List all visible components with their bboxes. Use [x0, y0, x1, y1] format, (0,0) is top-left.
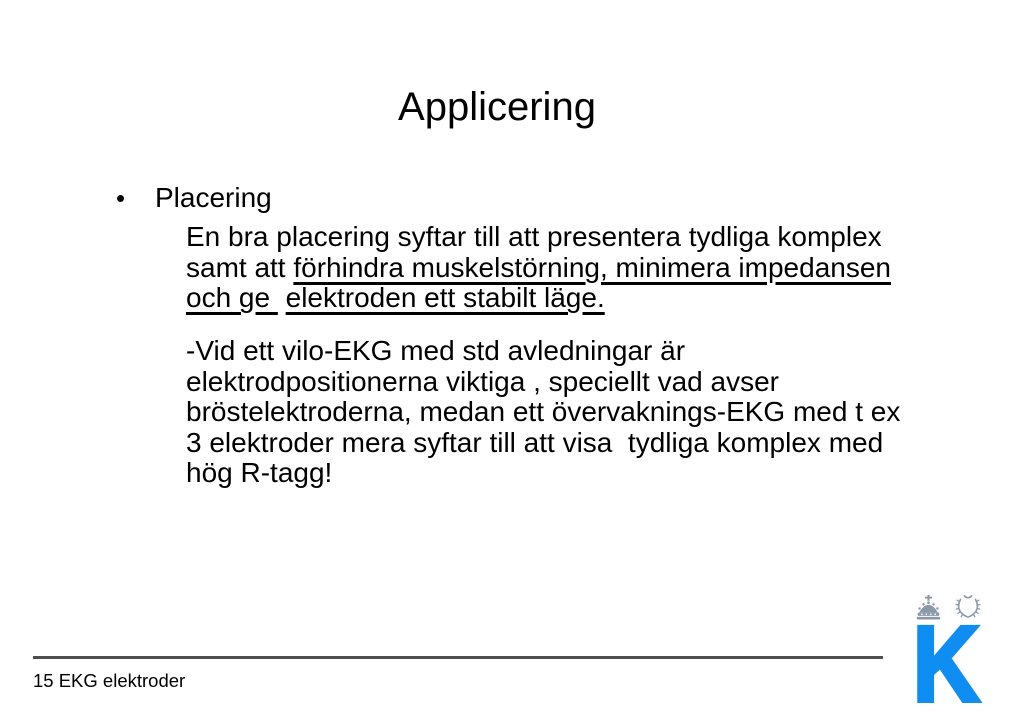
body-line: [186, 428, 900, 459]
logo-letter-k: [911, 604, 995, 723]
body-line: [186, 336, 900, 367]
body-line: [186, 283, 891, 314]
bullet-label: Placering: [155, 182, 272, 213]
logo-k-text: K: [912, 604, 980, 723]
body-paragraph-placement: [186, 222, 891, 314]
underlined-text-run: och ge: [186, 282, 278, 313]
underlined-text-run: förhindra muskelstörning, minimera impedansen: [293, 251, 891, 283]
body-paragraph-ekg: [186, 336, 900, 489]
body-line: [186, 367, 900, 398]
text-run: hög R-tagg!: [186, 457, 333, 488]
karolinska-logo: [903, 588, 1013, 723]
text-run: elektrodpositionerna viktiga , speciellt vad avser: [186, 365, 779, 397]
body-line: [186, 458, 900, 489]
text-run: -Vid ett vilo-EKG med std avledningar är: [186, 335, 686, 366]
text-run: bröstelektroderna, medan ett övervaknings-EKG med t ex: [186, 396, 901, 427]
body-line: [186, 397, 900, 428]
text-run: 3 elektroder mera syftar till att visa tydliga komplex med: [186, 426, 884, 458]
footer-divider-line: [33, 656, 883, 659]
text-run: En bra placering syftar till att presentera tydliga komplex: [186, 221, 882, 252]
text-run: [278, 282, 286, 313]
bullet-marker: •: [116, 183, 126, 213]
slide-title: Applicering: [398, 85, 596, 129]
underlined-text-run: elektroden ett stabilt läge.: [285, 282, 605, 313]
body-line: [186, 222, 891, 253]
text-run: samt att: [186, 251, 294, 283]
body-line: [186, 253, 891, 284]
bullet-item: [116, 182, 272, 214]
footer-page-label: 15 EKG elektroder: [33, 670, 186, 691]
